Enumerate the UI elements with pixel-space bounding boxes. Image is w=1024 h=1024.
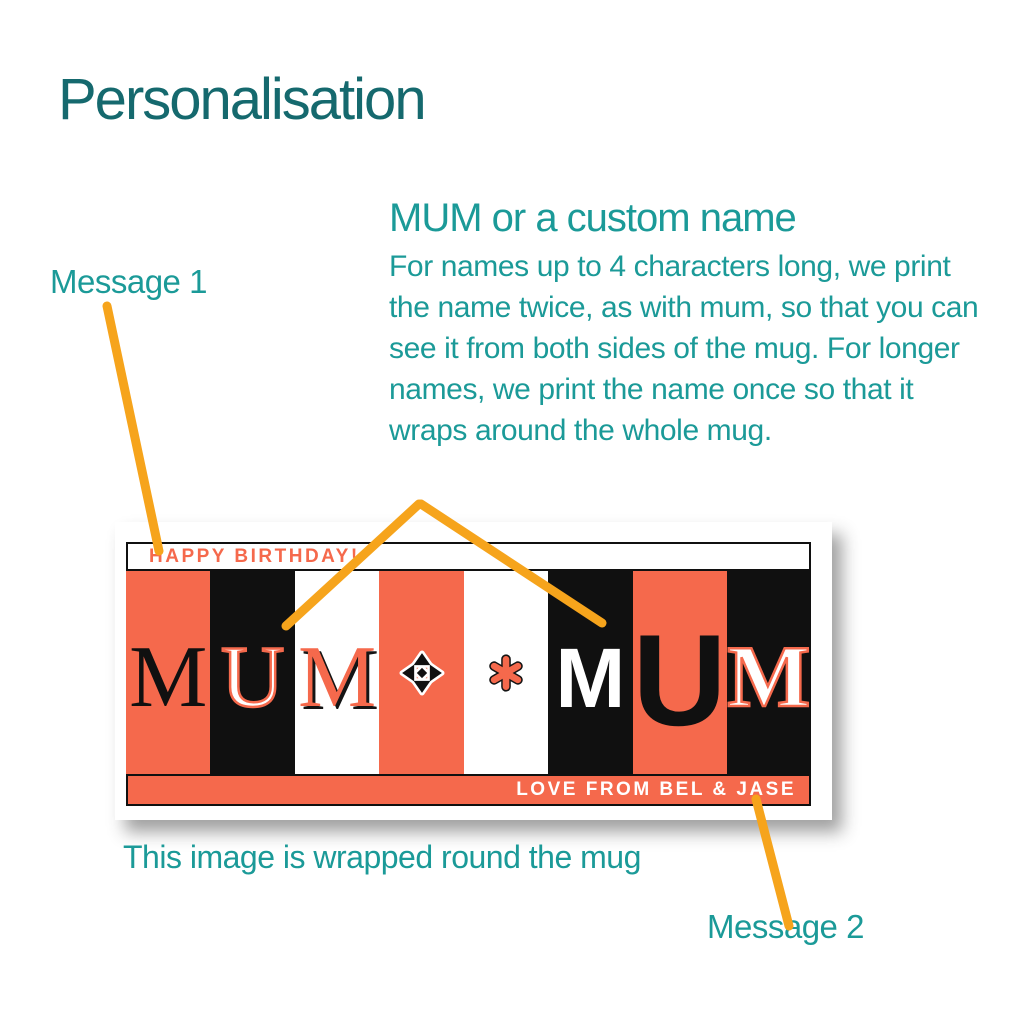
letter-m-4: M	[727, 628, 811, 726]
message2-label: Message 2	[707, 908, 864, 945]
stripe-2	[210, 571, 294, 774]
mug-top-banner	[126, 542, 811, 571]
six-spoke-asterisk-icon	[485, 652, 527, 694]
wrap-caption: This image is wrapped round the mug	[123, 839, 641, 875]
mug-bottom-banner	[126, 774, 811, 806]
page-title: Personalisation	[58, 67, 425, 132]
mug-bottom-banner-text: LOVE FROM BEL & JASE	[516, 779, 796, 800]
stripe-6	[548, 571, 632, 774]
mug-stripes	[126, 571, 811, 774]
personalisation-description: For names up to 4 characters long, we print the name twice, as with mum, so that you can see it from both sides of the mug. For longer names, we print the name once so that it wraps around the whole mug.	[389, 250, 979, 447]
letter-u-1: U	[220, 628, 285, 726]
stripe-4	[379, 571, 463, 774]
mug-wrap-preview	[115, 522, 832, 820]
stripe-7	[633, 571, 727, 774]
letter-m-1: M	[129, 628, 208, 726]
mug-top-banner-text: HAPPY BIRTHDAY!	[149, 545, 360, 567]
message1-label: Message 1	[50, 263, 207, 300]
letter-m-2: M	[297, 628, 377, 726]
stripe-3	[295, 571, 379, 774]
letter-m-3: M	[555, 630, 626, 725]
personalisation-heading: MUM or a custom name	[389, 196, 796, 240]
message1-callout-line	[107, 306, 159, 551]
stripe-8	[727, 571, 811, 774]
four-arrow-ornament-icon	[399, 650, 445, 696]
stripe-1	[126, 571, 210, 774]
letter-u-2: U	[632, 606, 727, 753]
stripe-5	[464, 571, 548, 774]
